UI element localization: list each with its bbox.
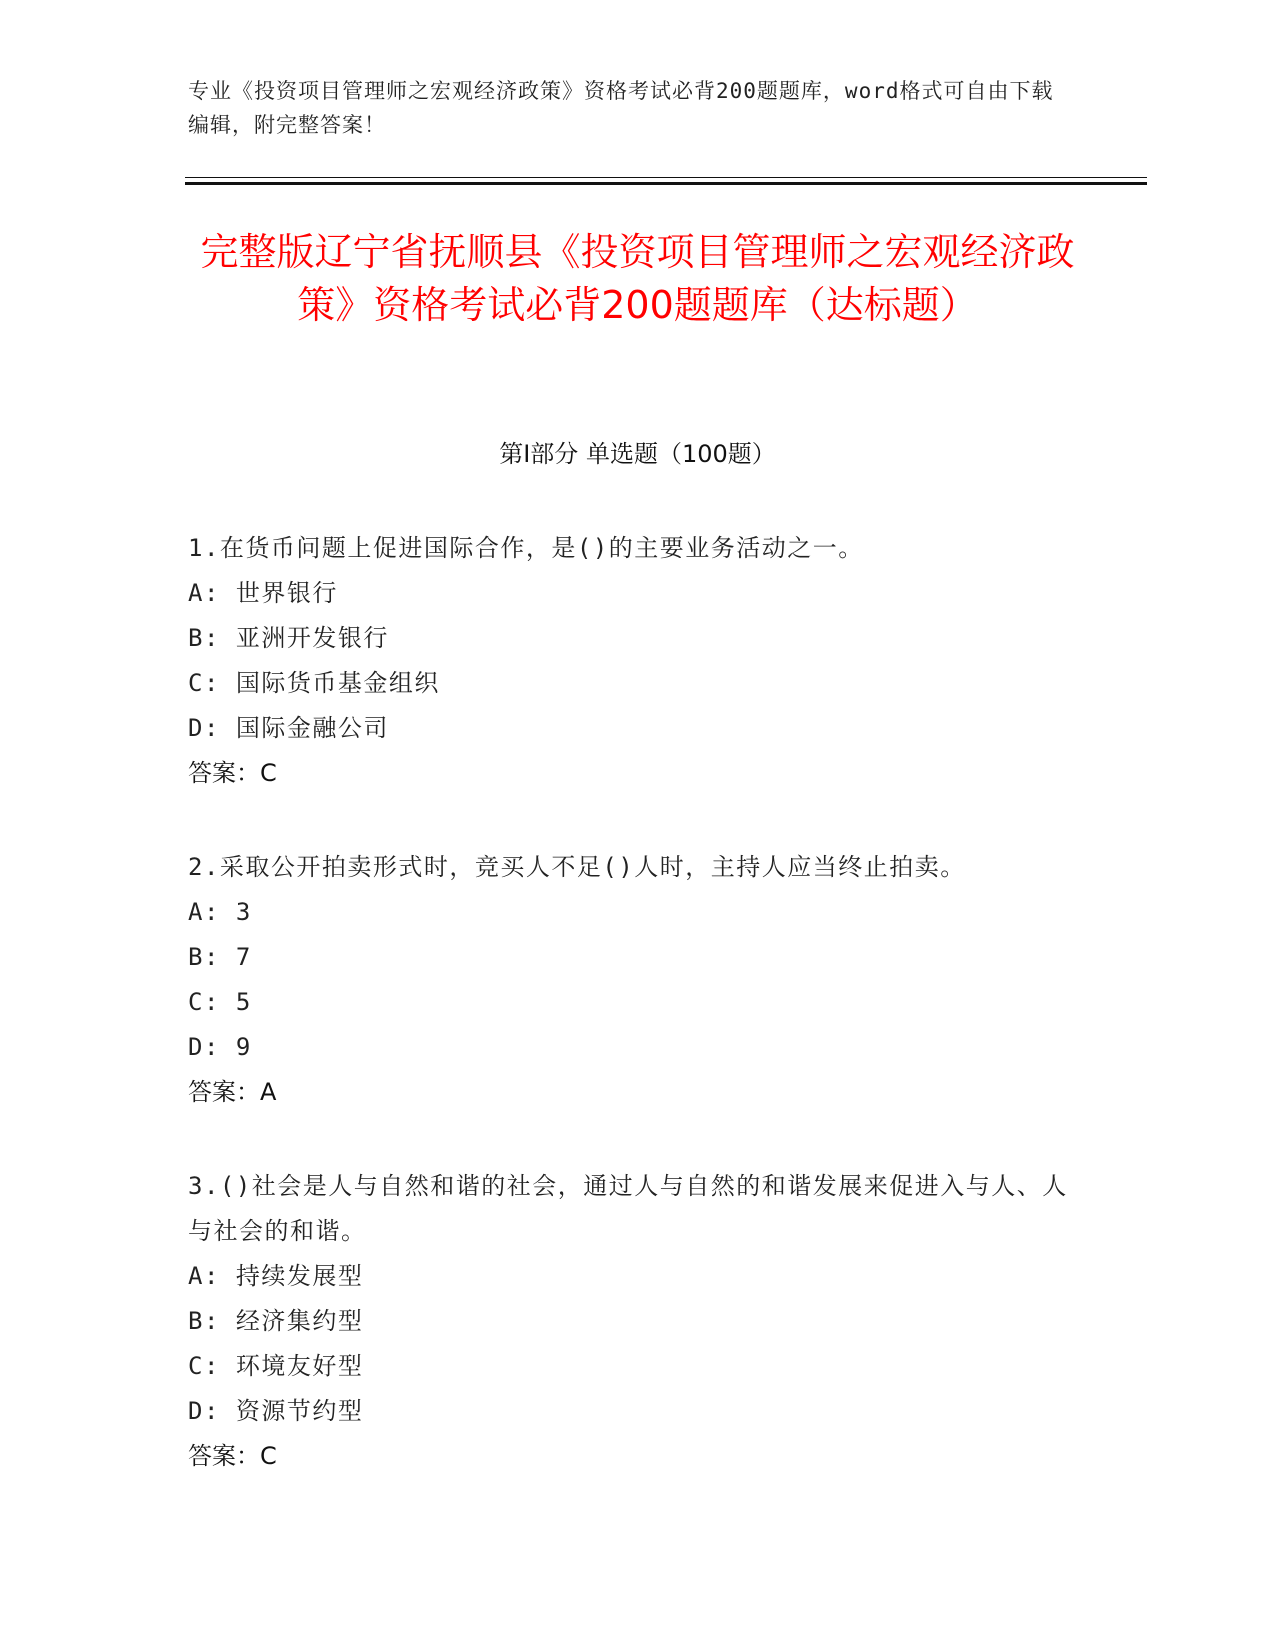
question-list bbox=[188, 526, 1068, 1528]
header-divider-thick bbox=[185, 182, 1147, 185]
option-d: D: 9 bbox=[188, 1033, 252, 1061]
option-c: C: 环境友好型 bbox=[188, 1352, 364, 1380]
question-item bbox=[188, 1164, 1068, 1479]
option-d: D: 资源节约型 bbox=[188, 1397, 364, 1425]
option-a: A: 持续发展型 bbox=[188, 1262, 364, 1290]
answer-line: 答案：A bbox=[188, 1078, 277, 1106]
document-title: 完整版辽宁省抚顺县《投资项目管理师之宏观经济政策》资格考试必背200题题库（达标题） bbox=[200, 230, 1075, 327]
answer-line: 答案：C bbox=[188, 759, 277, 787]
option-a: A: 世界银行 bbox=[188, 579, 338, 607]
option-b: B: 7 bbox=[188, 943, 252, 971]
answer-line: 答案：C bbox=[188, 1442, 277, 1470]
option-b: B: 亚洲开发银行 bbox=[188, 624, 389, 652]
question-item bbox=[188, 526, 1068, 796]
option-b: B: 经济集约型 bbox=[188, 1307, 364, 1335]
option-c: C: 5 bbox=[188, 988, 252, 1016]
section-heading: 第Ⅰ部分 单选题（100题） bbox=[499, 440, 776, 468]
question-stem: 1.在货币问题上促进国际合作，是()的主要业务活动之一。 bbox=[188, 534, 864, 562]
option-d: D: 国际金融公司 bbox=[188, 714, 389, 742]
header-note: 专业《投资项目管理师之宏观经济政策》资格考试必背200题题库，word格式可自由下载编辑，附完整答案！ bbox=[188, 79, 1054, 137]
option-c: C: 国际货币基金组织 bbox=[188, 669, 440, 697]
header-divider-thin bbox=[185, 177, 1147, 178]
option-a: A: 3 bbox=[188, 898, 252, 926]
question-stem: 2.采取公开拍卖形式时，竞买人不足()人时，主持人应当终止拍卖。 bbox=[188, 853, 966, 881]
question-item bbox=[188, 845, 1068, 1115]
question-stem: 3.()社会是人与自然和谐的社会，通过人与自然的和谐发展来促进入与人、人与社会的和谐。 bbox=[188, 1172, 1068, 1245]
